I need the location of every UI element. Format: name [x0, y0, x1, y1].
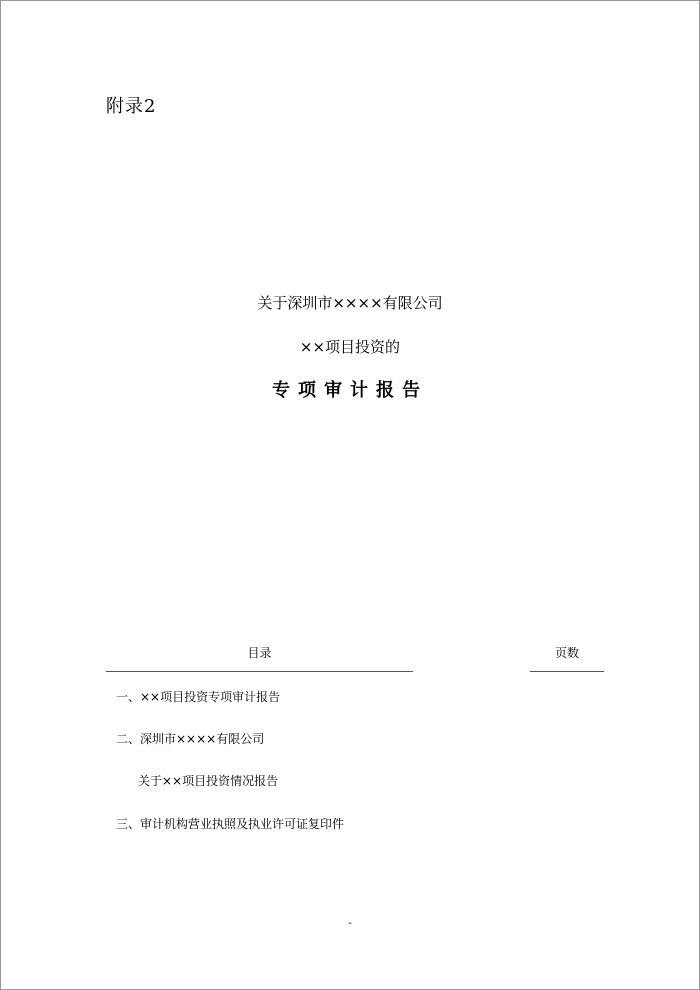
footer-page-mark: -: [348, 918, 352, 929]
report-title-line-1: 关于深圳市××××有限公司: [257, 294, 443, 312]
toc-item-company: 二、深圳市××××有限公司: [116, 732, 265, 746]
toc-item-audit-report: 一、××项目投资专项审计报告: [116, 690, 281, 704]
toc-divider-left: [106, 671, 413, 672]
toc-item-license-copies: 三、审计机构营业执照及执业许可证复印件: [116, 817, 345, 831]
appendix-label: 附录2: [106, 96, 157, 117]
toc-divider-right: [530, 671, 604, 672]
toc-item-investment-report: 关于××项目投资情况报告: [138, 774, 279, 788]
toc-header-contents: 目录: [247, 646, 272, 660]
report-title-main: 专项审计报告: [272, 380, 428, 401]
toc-header-pages: 页数: [554, 646, 579, 660]
report-title-line-2: ××项目投资的: [299, 338, 401, 356]
